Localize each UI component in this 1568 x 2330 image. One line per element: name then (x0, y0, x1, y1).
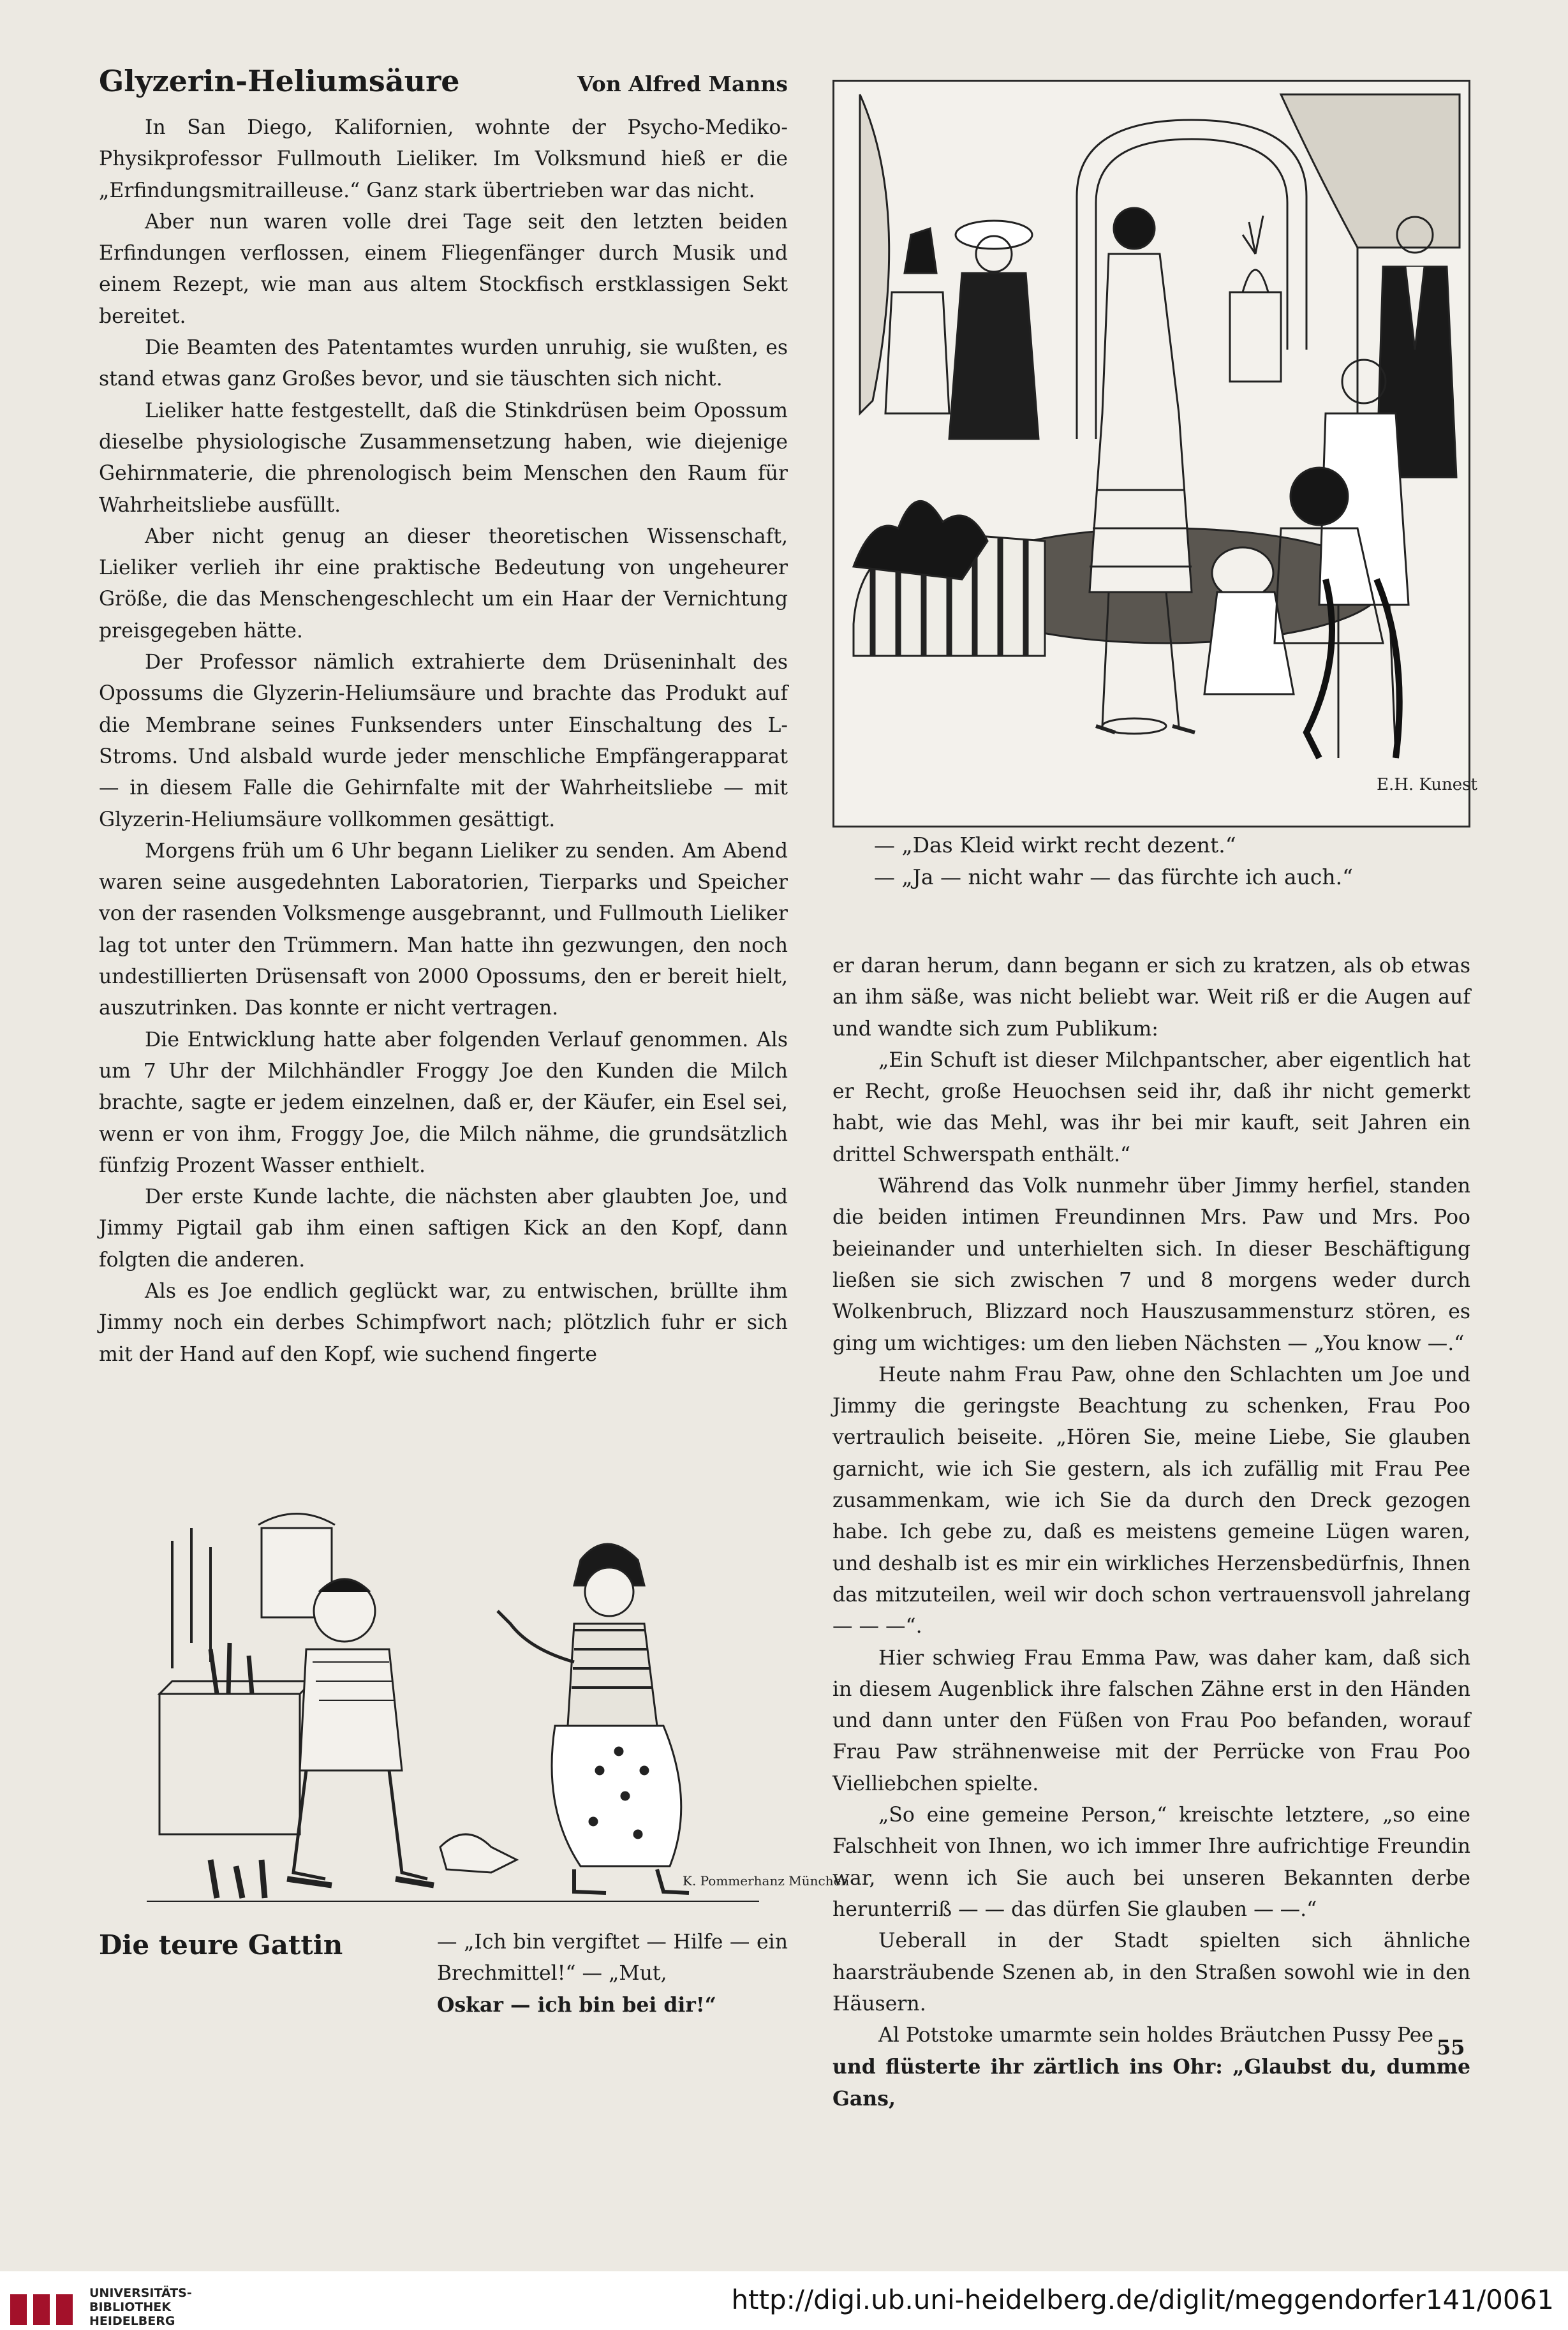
cartoon-caption-text (437, 1927, 788, 2021)
salon-drawing (834, 82, 1477, 826)
paragraph: In San Diego, Kalifornien, wohnte der Psycho-Mediko-Physikprofessor Fullmouth Lieliker. Im Volksmund hieß er die „Erfindungsmitrailleuse.“ Ganz stark übertrieben war das nicht. (99, 116, 788, 202)
paragraph: Die Entwicklung hatte aber folgenden Verlauf genommen. Als um 7 Uhr der Milchhändler Froggy Joe den Kunden die Milch brachte, sagte er jedem einzelnen, daß er, der Käufer, ein Esel sei, wenn er von ihm, Froggy Joe, die Milch nähme, die grundsätzlich fünfzig Prozent Wasser enthielt. (99, 1028, 788, 1177)
article-header (99, 64, 788, 112)
article-title: Glyzerin-Heliumsäure (99, 64, 460, 98)
paragraph: Lieliker hatte festgestellt, daß die Stinkdrüsen beim Opossum dieselbe physiologische Zusammensetzung haben, wie diejenige Gehirnmaterie, die phrenologisch beim Menschen den Raum für Wahrheitsliebe ausfüllt. (99, 399, 788, 517)
paragraph: Hier schwieg Frau Emma Paw, was daher kam, daß sich in diesem Augenblick ihre falschen Zähne erst in den Händen und dann unter den Füßen von Frau Poo befanden, worauf Frau Paw strähnenweise mit der Perrücke von Frau Poo Vielliebchen spielte. (832, 1646, 1470, 1795)
paragraph: Aber nicht genug an dieser theoretischen Wissenschaft, Lieliker verlieh ihr eine praktische Bedeutung von ungeheurer Größe, die das Menschengeschlecht um ein Haar der Vernichtung preisgegeben hätte. (99, 524, 788, 642)
university-library-logo-icon (8, 2290, 78, 2329)
library-name (89, 2286, 192, 2328)
cartoon-illustration (134, 1503, 850, 1911)
cartoon-signature: K. Pommerhanz München (683, 1873, 850, 1888)
salon-illustration (832, 80, 1477, 827)
paragraph: Als es Joe endlich geglückt war, zu entwischen, brüllte ihm Jimmy noch ein derbes Schimpfwort nach; plötzlich fuhr er sich mit der Hand auf den Kopf, wie suchend fingerte (99, 1279, 788, 1366)
cartoon-title: Die teure Gattin (99, 1929, 343, 1961)
paragraph: Die Beamten des Patentamtes wurden unruhig, sie wußten, es stand etwas ganz Großes bevor, und sie täuschten sich nicht. (99, 336, 788, 391)
library-name-line: BIBLIOTHEK (89, 2300, 171, 2314)
paragraph: Ueberall in der Stadt spielten sich ähnliche haarsträubende Szenen ab, in den Straßen sowohl wie in den Häusern. (832, 1929, 1470, 2015)
page-number: 55 (1437, 2035, 1465, 2059)
paragraph-bold-line: und flüsterte ihr zärtlich ins Ohr: „Glaubst du, dumme Gans, (832, 2055, 1470, 2111)
caption-line: — „Ja — nicht wahr — das fürchte ich auch.“ (874, 864, 1353, 889)
paragraph: Al Potstoke umarmte sein holdes Bräutchen Pussy Pee (878, 2024, 1434, 2047)
paragraph: „So eine gemeine Person,“ kreischte letztere, „so eine Falschheit von Ihnen, wo ich immer Ihre aufrichtige Freundin war, wenn ich Sie auch bei unseren Bekannten derbe herunterriß — — das dürfen Sie glauben — —.“ (832, 1804, 1470, 1921)
cartoon-drawing (134, 1503, 850, 1911)
salon-caption (874, 829, 1448, 893)
paragraph: Aber nun waren volle drei Tage seit den letzten beiden Erfindungen verflossen, einem Fliegenfänger durch Musik und einem Rezept, wie man aus altem Stockfisch erstklassigen Sekt bereitet. (99, 210, 788, 328)
paragraph: Der Professor nämlich extrahierte dem Drüseninhalt des Opossums die Glyzerin-Heliumsäure und brachte das Produkt auf die Membrane seines Funksenders unter Einschaltung des L-Stroms. Und alsbald wurde jeder menschliche Empfängerapparat — in diesem Falle die Gehirnfalte mit der Wahrheitsliebe — mit Glyzerin-Heliumsäure vollkommen gesättigt. (99, 651, 788, 831)
library-name-line: UNIVERSITÄTS- (89, 2286, 192, 2300)
article-byline: Von Alfred Manns (577, 71, 788, 96)
paragraph: Heute nahm Frau Paw, ohne den Schlachten um Joe und Jimmy die geringste Beachtung zu schenken, Frau Poo vertraulich beiseite. „Hören Sie, meine Liebe, Sie glauben garnicht, wie ich Sie gestern, als ich zufällig mit Frau Pee zusammenkam, wie ich Sie da durch den Dreck gezogen habe. Ich gebe zu, daß es meistens gemeine Lügen waren, und deshalb ist es mir ein wirkliches Herzensbedürfnis, Ihnen das mitzuteilen, weil wir doch schon vertrauensvoll jahrelang — — —“. (832, 1363, 1470, 1638)
caption-line: — „Das Kleid wirkt recht dezent.“ (874, 833, 1236, 857)
source-url-link[interactable]: http://digi.ub.uni-heidelberg.de/diglit/meggendorfer141/0061 (731, 2284, 1554, 2315)
cartoon-caption-bold: Oskar — ich bin bei dir!“ (437, 1993, 716, 2017)
salon-signature: E.H. Kunest (1377, 775, 1477, 794)
library-name-line: HEIDELBERG (89, 2314, 175, 2328)
paragraph: Morgens früh um 6 Uhr begann Lieliker zu senden. Am Abend waren seine ausgedehnten Laboratorien, Tierparks und Speicher von der rasenden Volksmenge ausgebrannt, und Fullmouth Lieliker lag tot unter den Trümmern. Man hatte ihn gezwungen, den noch undestillierten Drüsensaft von 2000 Opossums, den er bereit hielt, auszutrinken. Das konnte er nicht vertragen. (99, 839, 788, 1020)
paragraph: er daran herum, dann begann er sich zu kratzen, als ob etwas an ihm säße, was nicht beliebt war. Weit riß er die Augen auf und wandte sich zum Publikum: (832, 954, 1470, 1041)
right-column (832, 951, 1470, 2114)
paragraph: Der erste Kunde lachte, die nächsten aber glaubten Joe, und Jimmy Pigtail gab ihm einen saftigen Kick an den Kopf, dann folgten die anderen. (99, 1185, 788, 1272)
left-column (99, 64, 788, 1370)
paragraph: „Ein Schuft ist dieser Milchpantscher, aber eigentlich hat er Recht, große Heuochsen seid ihr, daß ihr nicht gemerkt habt, wie das Mehl, was ihr bei mir kauft, seit Jahren ein drittel Schwerspath enthält.“ (832, 1048, 1470, 1166)
cartoon-caption-line: — „Ich bin vergiftet — Hilfe — ein Brechmittel!“ — „Mut, (437, 1931, 788, 1985)
cartoon-caption (99, 1927, 788, 2021)
paragraph: Während das Volk nunmehr über Jimmy herfiel, standen die beiden intimen Freundinnen Mrs. Paw und Mrs. Poo beieinander und unterhielten sich. In dieser Beschäftigung ließen sie sich zwischen 7 und 8 morgens weder durch Wolkenbruch, Blizzard noch Hauszusammensturz stören, es ging um wichtiges: um den lieben Nächsten — „You know —.“ (832, 1175, 1470, 1355)
